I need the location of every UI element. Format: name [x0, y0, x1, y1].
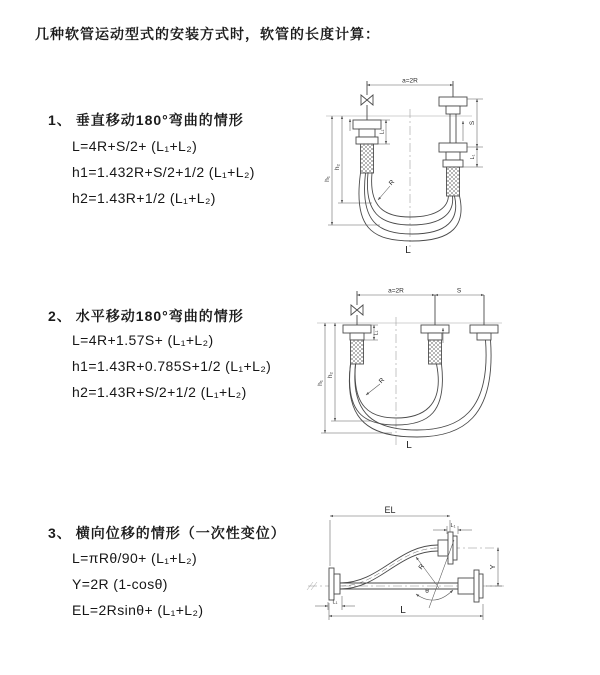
dimensions-d2 [317, 288, 484, 434]
dim-radius-label: R [417, 563, 427, 572]
dim-span-label: a=2R [388, 287, 404, 295]
dim-l1-bottom-label: L₁ [332, 599, 338, 606]
diagram-lateral-displacement [302, 502, 597, 637]
dim-el-label: EL [384, 505, 396, 515]
dim-l1-label: L₁ [373, 330, 380, 336]
braid-section [351, 340, 364, 364]
dim-y-label: Y [488, 564, 497, 570]
section-3-number: 3、 [48, 525, 72, 541]
formula-s1-h1: h1=1.432R+S/2+1/2 (L₁+L₂) [72, 164, 255, 180]
dim-h1-label: h₁ [324, 176, 331, 182]
centerlines-d2 [317, 317, 502, 448]
section-1-title: 垂直移动180°弯曲的情形 [75, 112, 244, 128]
dim-s-label: S [469, 120, 476, 126]
braid-section [361, 144, 374, 173]
formula-s2-h1: h1=1.43R+0.785S+1/2 (L₁+L₂) [72, 358, 272, 374]
diagram-vertical-180-bend [320, 73, 585, 258]
diagram-horizontal-180-bend [312, 283, 587, 458]
section-1-heading [48, 110, 244, 130]
section-3-title: 横向位移的情形（一次性变位） [75, 525, 286, 541]
section-3-heading [48, 523, 286, 543]
section-2-title: 水平移动180°弯曲的情形 [75, 308, 244, 324]
formula-s1-l: L=4R+S/2+ (L₁+L₂) [72, 138, 198, 154]
formula-s3-y: Y=2R (1-cosθ) [72, 576, 168, 592]
upper-flange-d3 [438, 532, 457, 564]
dim-h2-label: h₂ [327, 371, 334, 379]
dim-s-label: S [456, 287, 462, 295]
right-pipe-assembly-d2 [470, 295, 498, 340]
braid-section [429, 340, 442, 364]
dim-l1-top-label: L₁ [450, 523, 456, 529]
hose-arcs-d2 [349, 340, 491, 437]
formula-s1-h2: h2=1.43R+1/2 (L₁+L₂) [72, 190, 216, 206]
dim-length-label: L [406, 440, 412, 451]
dim-length-label: L [400, 605, 406, 616]
dim-span-label: a=2R [402, 77, 418, 85]
dim-length-label: L [405, 245, 411, 256]
dim-h1-label: h₁ [317, 380, 324, 386]
section-2-heading [48, 306, 244, 326]
left-pipe-assembly-d1 [353, 120, 381, 173]
formula-s3-l: L=πRθ/90+ (L₁+L₂) [72, 550, 198, 566]
left-pipe-assembly-d2 [343, 325, 371, 364]
middle-pipe-assembly-d2 [421, 295, 449, 364]
dim-radius-label: R [377, 376, 387, 386]
right-flange-d3 [458, 570, 483, 602]
section-2-number: 2、 [48, 308, 72, 324]
dim-theta-label: θ [425, 588, 429, 595]
dim-radius-label: R [387, 178, 397, 188]
page-title: 几种软管运动型式的安装方式时，软管的长度计算： [35, 26, 380, 42]
valve-symbol [351, 291, 363, 325]
dim-l1-right-label: L₁ [470, 154, 476, 160]
dim-h2-label: h₂ [334, 163, 341, 171]
braid-section [447, 167, 460, 196]
formula-s3-el: EL=2Rsinθ+ (L₁+L₂) [72, 602, 204, 618]
formula-s2-l: L=4R+1.57S+ (L₁+L₂) [72, 332, 214, 348]
dimensions-d3 [315, 505, 502, 620]
formula-s2-h2: h2=1.43R+S/2+1/2 (L₁+L₂) [72, 384, 247, 400]
left-flange-d3 [329, 568, 340, 600]
dim-l1-left-label: L₁ [379, 129, 386, 135]
valve-symbol [361, 81, 373, 120]
section-1-number: 1、 [48, 112, 72, 128]
